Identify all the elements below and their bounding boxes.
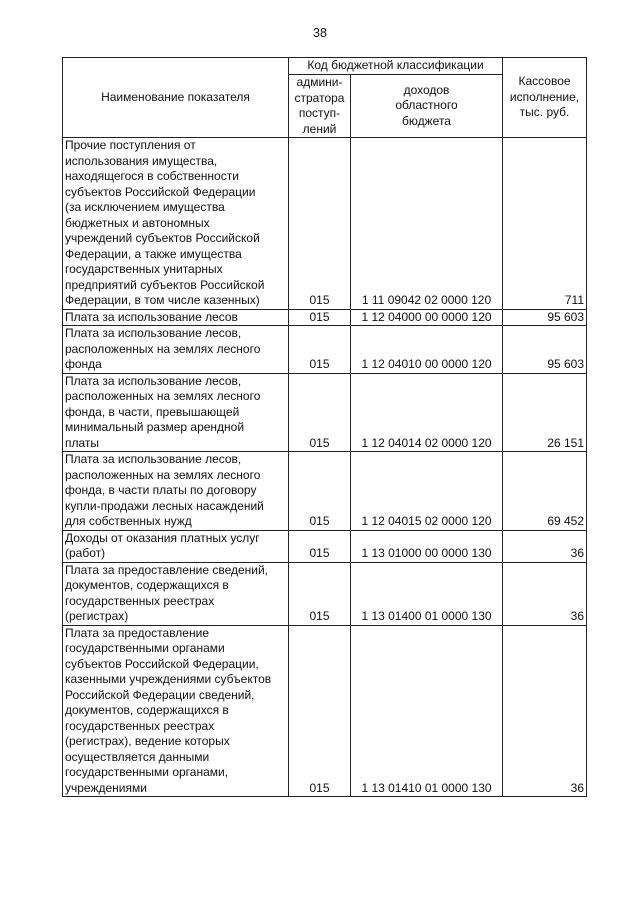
row-name-text: Плата за использование лесов, расположенных на землях лесного фонда, в части, превышающей минимальный размер арендной платы bbox=[65, 373, 261, 450]
row-admin-code: 015 bbox=[289, 138, 351, 310]
budget-table bbox=[62, 57, 587, 797]
header-cash-execution-text: Кассовое исполнение, тыс. руб. bbox=[509, 74, 580, 120]
row-income-code: 1 12 04015 02 0000 120 bbox=[351, 452, 503, 531]
table-row bbox=[63, 138, 587, 310]
row-amount: 95 603 bbox=[503, 326, 587, 374]
row-name bbox=[63, 309, 289, 326]
row-income-code: 1 12 04014 02 0000 120 bbox=[351, 373, 503, 452]
row-name bbox=[63, 326, 289, 374]
header-cash-execution bbox=[503, 58, 587, 138]
row-income-code: 1 12 04000 00 0000 120 bbox=[351, 309, 503, 326]
row-admin-code: 015 bbox=[289, 530, 351, 562]
row-amount: 36 bbox=[503, 530, 587, 562]
row-name-text: Доходы от оказания платных услуг (работ) bbox=[65, 530, 260, 560]
table-row bbox=[63, 625, 587, 797]
row-income-code: 1 11 09042 02 0000 120 bbox=[351, 138, 503, 310]
row-admin-code: 015 bbox=[289, 562, 351, 625]
header-row-top bbox=[63, 58, 587, 75]
table-row bbox=[63, 373, 587, 452]
table-row bbox=[63, 530, 587, 562]
row-name bbox=[63, 452, 289, 531]
row-amount: 711 bbox=[503, 138, 587, 310]
row-admin-code: 015 bbox=[289, 625, 351, 797]
row-amount: 36 bbox=[503, 562, 587, 625]
row-admin-code: 015 bbox=[289, 452, 351, 531]
row-income-code: 1 13 01400 01 0000 130 bbox=[351, 562, 503, 625]
table-row bbox=[63, 562, 587, 625]
page-number: 38 bbox=[313, 26, 327, 40]
row-name bbox=[63, 562, 289, 625]
table-row bbox=[63, 326, 587, 374]
row-amount: 36 bbox=[503, 625, 587, 797]
row-name bbox=[63, 625, 289, 797]
header-administrator-text: админи- стратора поступ- лений bbox=[294, 75, 345, 136]
row-name-text: Плата за использование лесов bbox=[65, 309, 238, 324]
row-admin-code: 015 bbox=[289, 326, 351, 374]
row-name-text: Плата за использование лесов, расположенных на землях лесного фонда bbox=[65, 326, 261, 371]
row-admin-code: 015 bbox=[289, 309, 351, 326]
row-amount: 69 452 bbox=[503, 452, 587, 531]
header-classification-code: Код бюджетной классификации bbox=[289, 58, 503, 75]
row-name bbox=[63, 138, 289, 310]
row-income-code: 1 13 01000 00 0000 130 bbox=[351, 530, 503, 562]
row-name-text: Плата за предоставление сведений, документов, содержащихся в государственных реестрах (регистрах) bbox=[65, 562, 269, 623]
row-amount: 26 151 bbox=[503, 373, 587, 452]
row-income-code: 1 12 04010 00 0000 120 bbox=[351, 326, 503, 374]
header-administrator-code bbox=[289, 75, 351, 138]
row-name-text: Плата за использование лесов, расположенных на землях лесного фонда, в части платы по договору купли-продажи лесных насаждений для собственных нужд bbox=[65, 452, 264, 528]
table-row bbox=[63, 452, 587, 531]
row-name bbox=[63, 530, 289, 562]
header-income-code bbox=[351, 75, 503, 138]
row-income-code: 1 13 01410 01 0000 130 bbox=[351, 625, 503, 797]
row-name-text: Плата за предоставление государственными органами субъектов Российской Федерации, казенными учреждениями субъектов Российской Федерации сведений, документов, содержащихся в государственных реестрах (регистрах), ведение которых осуществляется данными государственными органами, учреждениями bbox=[65, 625, 272, 795]
header-income-text: доходов областного бюджета bbox=[395, 82, 458, 128]
row-amount: 95 603 bbox=[503, 309, 587, 326]
row-name-text: Прочие поступления от использования имущества, находящегося в собственности субъектов Российской Федерации (за исключением имущества бюджетных и автономных учреждений субъектов Российской Федерации, а также имущества государственных унитарных предприятий субъектов Российской Федерации, в том числе казенных) bbox=[65, 138, 265, 307]
row-admin-code: 015 bbox=[289, 373, 351, 452]
header-indicator-name: Наименование показателя bbox=[63, 58, 289, 138]
table-row bbox=[63, 309, 587, 326]
row-name bbox=[63, 373, 289, 452]
